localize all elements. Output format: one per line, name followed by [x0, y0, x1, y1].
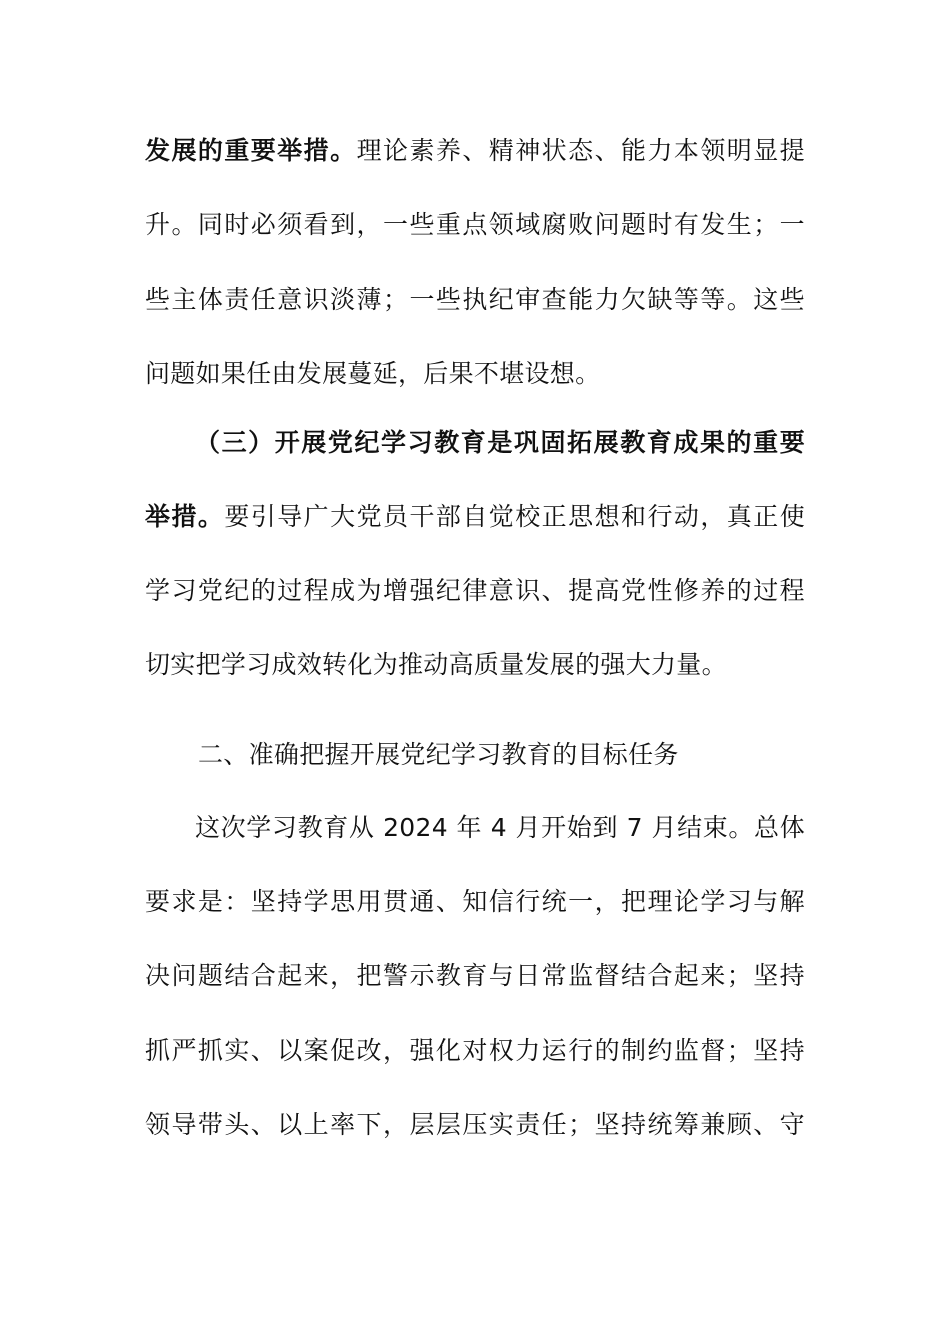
p3-line-4: 抓严抓实、以案促改，强化对权力运行的制约监督；坚持: [145, 1036, 805, 1065]
p1-line-1-text: 理论素养、精神状态、能力本领明显提: [356, 136, 805, 165]
p1-line-3: 些主体责任意识淡薄；一些执纪审查能力欠缺等等。这些: [145, 285, 805, 314]
p2-line-4: 切实把学习成效转化为推动高质量发展的强大力量。: [145, 650, 727, 679]
p2-line-2: [145, 497, 805, 537]
p1-line-4: 问题如果任由发展蔓延，后果不堪设想。: [145, 359, 601, 388]
p2-bold-lead: 举措。: [145, 502, 225, 531]
p1-line-1: [145, 131, 805, 171]
section-heading-2: 二、准确把握开展党纪学习教育的目标任务: [198, 740, 679, 769]
p3-line-3: 决问题结合起来，把警示教育与日常监督结合起来；坚持: [145, 961, 805, 990]
p2-line-2-text: 要引导广大党员干部自觉校正思想和行动，真正使: [224, 502, 805, 531]
p2-heading-line-1: （三）开展党纪学习教育是巩固拓展教育成果的重要: [195, 428, 805, 457]
p1-line-2: 升。同时必须看到，一些重点领域腐败问题时有发生；一: [145, 210, 805, 239]
p2-line-3: 学习党纪的过程成为增强纪律意识、提高党性修养的过程: [145, 576, 805, 605]
p1-bold-lead: 发展的重要举措。: [145, 136, 357, 165]
p3-line-1: 这次学习教育从 2024 年 4 月开始到 7 月结束。总体: [195, 813, 805, 842]
p3-line-2: 要求是：坚持学思用贯通、知信行统一，把理论学习与解: [145, 887, 805, 916]
p3-line-5: 领导带头、以上率下，层层压实责任；坚持统筹兼顾、守: [145, 1110, 805, 1139]
